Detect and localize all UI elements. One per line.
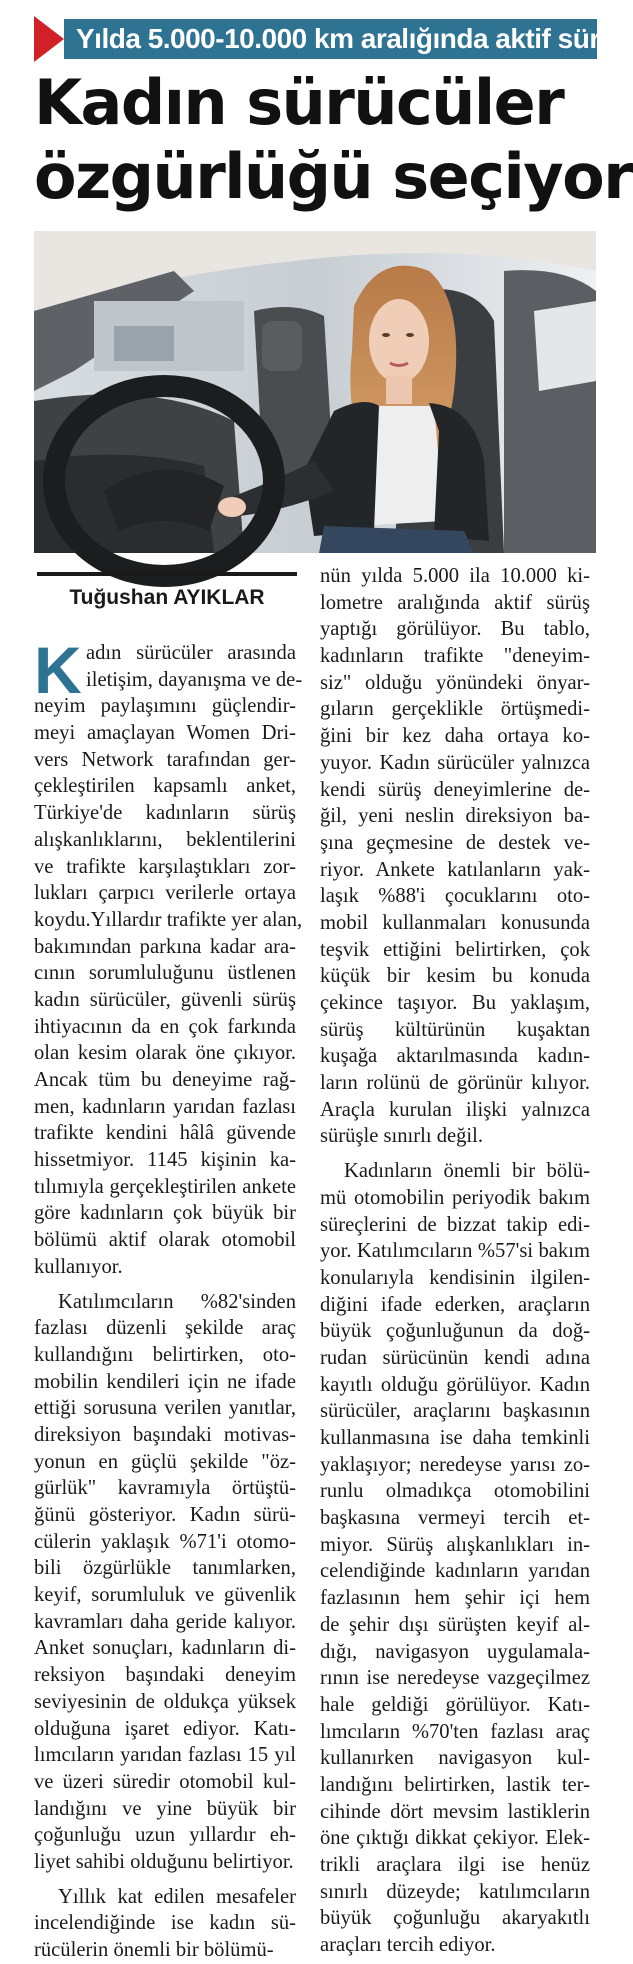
article-line: büyük çoğunluğunun da doğ- (320, 1320, 590, 1343)
headline-line-2: özgürlüğü seçiyor (34, 140, 633, 213)
article-line: bölümü aktif olarak otomobil (34, 1229, 296, 1252)
article-line: cihinde dört mevsim lastiklerin (320, 1800, 590, 1823)
article-line: dığı, navigasyon uygulamala- (320, 1640, 590, 1663)
article-line: mobilin kendileri için ne ifade (34, 1370, 296, 1393)
article-line: sürüşle sınırlı değil. (320, 1125, 484, 1148)
article-line: çoğunluğu uzun yıllardır eh- (34, 1824, 296, 1847)
article-line: miyor. Sürüş alışkanlıkları in- (320, 1533, 590, 1556)
article-line: vers Network tarafından ger- (34, 748, 296, 771)
article-line: liyet sahibi olduğunu belirtiyor. (34, 1850, 294, 1873)
kicker-banner (34, 16, 632, 63)
article-line: kullanıyor. (34, 1255, 123, 1278)
article-line: riyor. Ankete katılanların yak- (320, 858, 590, 881)
article-line: men, kadınların yarıdan fazlası (34, 1095, 296, 1118)
article-line: kullandığını belirtirken, oto- (34, 1343, 296, 1366)
article-line: reksiyon başındaki deneyim (34, 1664, 296, 1687)
article-line: alışkanlıklarını, beklentilerini (34, 828, 296, 851)
article-line: rücülerin önemli bir bölümü- (34, 1939, 274, 1961)
article-line: hissetmiyor. 1145 kişinin ka- (34, 1149, 296, 1172)
article-line: kavramları daha geride kalıyor. (34, 1610, 296, 1633)
article-line: sürüş kültürünün kuşaktan (320, 1018, 590, 1041)
article-line: kadın sürücüler, güvenli sürüş (34, 988, 296, 1011)
article-line: ğil, yeni neslin direksiyon ba- (320, 805, 590, 828)
article-line: göre kadınların çok büyük bir (34, 1202, 296, 1225)
byline: Tuğushan AYIKLAR (69, 586, 265, 609)
article-line: cının sorumluluğunu üstlenen (34, 962, 296, 985)
article-line: teşvik ettiğini belirtirken, çok (320, 938, 590, 961)
headline (34, 66, 633, 214)
article-line: büyük çoğunluğu akaryakıtlı (320, 1907, 590, 1930)
article-line: Türkiye'de kadınların sürüş (34, 802, 296, 825)
article-line: ve üzeri süredir otomobil kul- (34, 1770, 296, 1793)
article-line: ve trafikte karşılaştıkları zor- (34, 855, 296, 878)
article-line: direksiyon başındaki motivas- (34, 1423, 296, 1446)
article-line: mü otomobilin periyodik bakım (320, 1186, 590, 1209)
article-line: yaptığı görülüyor. Bu tablo, (320, 618, 590, 641)
article-line: adın sürücüler arasında (86, 642, 296, 664)
article-line: gıların gerçeklikle örtüşmedi- (320, 698, 590, 721)
article-line: trafikte kendini hâlâ güvende (34, 1122, 296, 1145)
article-line: ğini bir kez daha ortaya ko- (320, 725, 590, 748)
article-line: rının ise neredeyse vazgeçilmez (320, 1667, 590, 1690)
article-line: hale geldiği görülüyor. Katı- (320, 1693, 590, 1716)
article-line: celendiğinde kadınların yarıdan (320, 1560, 590, 1583)
article-line: nün yılda 5.000 ila 10.000 ki- (320, 565, 590, 587)
kicker-text: Yılda 5.000-10.000 km aralığında aktif sürüş (64, 19, 597, 59)
article-line: kullanırken navigasyon kul- (320, 1747, 590, 1770)
article-line: kayıtlı olduğu görülüyor. Kadın (320, 1373, 590, 1396)
article-line: cülerin yaklaşık %71'i otomo- (34, 1530, 296, 1553)
article-line: konularıyla kendisinin ilgilen- (320, 1266, 590, 1289)
article-line: landığını ve yine büyük bir (34, 1797, 296, 1820)
article-line: tılımıyla gerçekleştirilen ankete (34, 1175, 296, 1198)
article-line: öne çıktığı dikkat çekiyor. Elek- (320, 1827, 590, 1850)
article-line: siz" olduğu yönündeki önyar- (320, 671, 590, 694)
article-line: yaklaşıyor; neredeyse yarısı zo- (320, 1453, 590, 1476)
article-line: ğünü gösteriyor. Kadın sürü- (34, 1504, 296, 1526)
byline-rule (37, 572, 297, 576)
article-line: kendi sürüş deneyimlerine de- (320, 778, 590, 801)
article-line: yonun en güçlü şekilde "öz- (34, 1450, 296, 1473)
article-line: de şehir dışı sürüşten keyif al- (320, 1613, 590, 1636)
article-line: Kadınların önemli bir bölü- (344, 1160, 590, 1183)
article-line: lımcıların %70'ten fazlası araç (320, 1720, 590, 1743)
article-line: yuyor. Kadın sürücüler yalnızca (320, 751, 590, 774)
article-line: bakımından parkına kadar ara- (34, 935, 296, 958)
article-line: fazlasının hem şehir içi hem (320, 1587, 590, 1610)
article-line: kuşağa aktarılmasında kadın- (320, 1045, 590, 1068)
article-line: lımcıların yarıdan fazlası 15 yıl (34, 1744, 296, 1767)
article-line: landığını belirtirken, lastik ter- (320, 1773, 590, 1796)
article-column-1 (34, 633, 303, 1964)
article-line: bili özgürlükle tanımlarken, (34, 1557, 296, 1580)
article-line: runlu olmadıkça otomobilini (320, 1480, 590, 1503)
article-line: Ancak tüm bu deneyime rağ- (34, 1069, 296, 1091)
article-line: rudan sürücünün kendi adına (320, 1346, 590, 1369)
article-line: olan kesim olarak öne çıkıyor. (34, 1042, 296, 1065)
article-line: diğini ifade ederken, araçların (320, 1293, 590, 1316)
article-line: şına geçmesine de destek ve- (320, 831, 590, 854)
article-line: ettiği sorusuna verilen yanıtlar, (34, 1397, 296, 1420)
article-line: seviyesinin de oldukça yüksek (34, 1690, 296, 1713)
article-line: koydu.Yıllardır trafikte yer alan, (34, 908, 303, 931)
article-photo (34, 231, 596, 553)
article-line: meyi amaçlayan Women Dri- (34, 722, 296, 745)
article-line: süreçlerini de bizzat takip edi- (320, 1213, 590, 1236)
article-line: laşık %88'i çocuklarını oto- (320, 885, 590, 908)
article-line: gürlük" kavramıyla örtüştü- (34, 1477, 296, 1500)
article-line: başkasına vermeyi tercih et- (320, 1507, 590, 1530)
article-line: Katılımcıların %82'sinden (58, 1290, 296, 1313)
article-line: keyif, sorumluluk ve güvenlik (34, 1584, 296, 1607)
article-line: fazlası düzenli şekilde araç (34, 1317, 296, 1340)
triangle-arrow-icon (34, 16, 64, 62)
article-line: çekince taşıyor. Bu yaklaşım, (320, 992, 590, 1014)
article-line: lometre aralığında aktif sürüş (320, 591, 590, 614)
article-line: olduğuna işaret ediyor. Katı- (34, 1717, 296, 1740)
article-line: mobil kullanmaları konusunda (320, 911, 590, 934)
article-line: trikli araçlara ilgi ise henüz (320, 1854, 590, 1876)
article-line: ların rolünü de görünür kılıyor. (320, 1072, 590, 1095)
drop-cap: K (34, 633, 82, 707)
headline-line-1: Kadın sürücüler (34, 66, 564, 139)
article-line: araçları tercih ediyor. (320, 1934, 496, 1957)
article-line: ihtiyacının da en çok farkında (34, 1015, 296, 1038)
article-line: incelendiğinde ise kadın sü- (34, 1912, 296, 1935)
article-line: Araçla kurulan ilişki yalnızca (320, 1098, 590, 1121)
article-line: küçük bir kesim bu konuda (320, 965, 590, 988)
article-line: kullanmasına ise daha temkinli (320, 1427, 590, 1449)
article-line: iletişim, dayanışma ve de- (86, 668, 303, 691)
article-line: çekleştirilen kapsamlı anket, (34, 775, 296, 798)
article-line: sürücüler, araçlarını başkasının (320, 1400, 590, 1423)
article-line: yor. Katılımcıların %57'si bakım (320, 1240, 590, 1263)
article-line: kadınların trafikte "deneyim- (320, 645, 590, 668)
article-line: lukları çarpıcı verilerle ortaya (34, 882, 296, 905)
article-line: Yıllık kat edilen mesafeler (58, 1885, 296, 1908)
article-line: Anket sonuçları, kadınların di- (34, 1637, 296, 1660)
article-line: neyim paylaşımını güçlendir- (34, 695, 296, 718)
article-column-2 (320, 563, 590, 1959)
article-line: sınırlı düzeyde; katılımcıların (320, 1880, 590, 1903)
